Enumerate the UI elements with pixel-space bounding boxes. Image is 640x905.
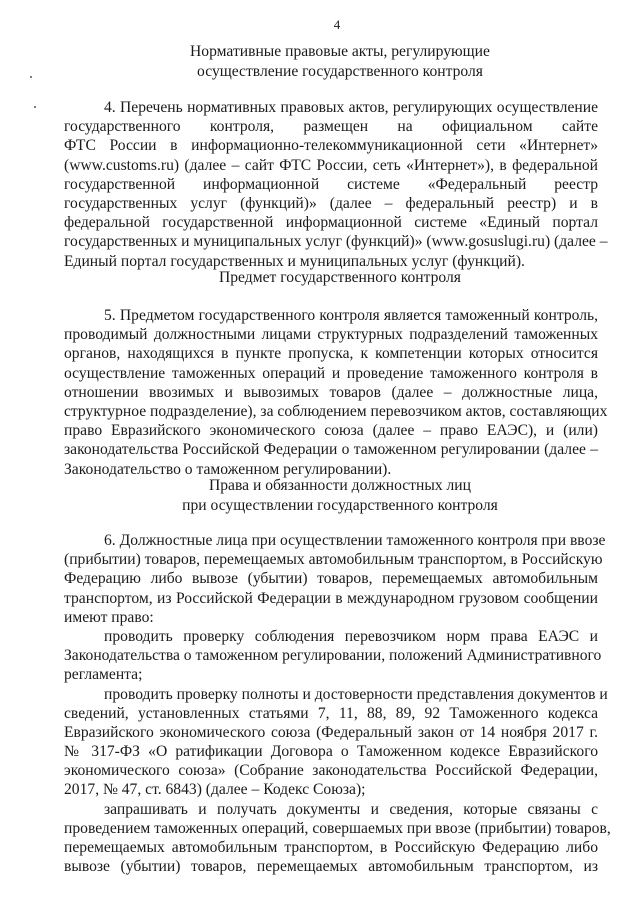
text-line: 2017, № 47, ст. 6843) (далее – Кодекс Союза); (64, 781, 366, 799)
text-line: государственного контроля, размещен на официальном сайте (64, 118, 598, 136)
text-line: Федерацию либо вывозе (убытии) товаров, перемещаемых автомобильным (64, 570, 598, 588)
text-line: 4. Перечень нормативных правовых актов, регулирующих осуществление (104, 99, 598, 116)
text-line: вывозе (убытии) товаров, перемещаемых автомобильным транспортом, из (64, 858, 598, 876)
heading-line: осуществление государственного контроля (197, 62, 483, 80)
heading-line: Предмет государственного контроля (219, 269, 461, 286)
text-line: проведением таможенных операций, совершаемых при ввозе (прибытии) товаров, (64, 819, 611, 837)
text-line: Евразийского экономического союза (Федеральный закон от 14 ноября 2017 г. (64, 723, 598, 741)
text-line: проводить проверку соблюдения перевозчиком норм права ЕАЭС и (104, 627, 598, 645)
text-line: право Евразийского экономического союза (далее – право ЕАЭС), и (или) (64, 422, 598, 440)
text-line: Законодательства о таможенном регулировании, положений Административного (64, 647, 602, 665)
text-line: экономического союза» (Собрание законодательства Российской Федерации, (64, 762, 598, 780)
text-line: федеральной государственной информационной системе «Единый портал (64, 214, 598, 232)
text-line: (www.customs.ru) (далее – сайт ФТС России, сеть «Интернет»), в федеральной (64, 156, 598, 174)
text-line: перемещаемых автомобильным транспортом, в Российскую Федерацию либо (64, 839, 598, 856)
heading-line: Права и обязанности должностных лиц (209, 477, 471, 494)
text-line: запрашивать и получать документы и сведения, которые связаны с (104, 800, 598, 818)
text-line: государственной информационной системе «Федеральный реестр (64, 175, 598, 193)
text-line: 5. Предметом государственного контроля является таможенный контроль, (104, 307, 598, 324)
text-line: Законодательство о таможенном регулировании). (64, 460, 392, 478)
section-heading-rights-duties (40, 476, 640, 515)
text-line: Единый портал государственных и муниципальных услуг (функций). (64, 252, 525, 270)
section-heading-legal-acts (40, 42, 640, 81)
text-line: государственных услуг (функций)» (далее – федеральный реестр) и в (64, 194, 598, 212)
scan-speck (30, 76, 32, 78)
text-line: 6. Должностные лица при осуществлении таможенного контроля при ввозе (104, 532, 606, 549)
paragraph-4 (64, 98, 608, 271)
text-line: государственных и муниципальных услуг (функций)» (www.gosuslugi.ru) (далее – (64, 233, 608, 251)
text-line: (прибытии) товаров, перемещаемых автомобильным транспортом, в Российскую (64, 551, 603, 569)
page-number: 4 (333, 17, 341, 32)
section-heading-subject (40, 268, 640, 288)
text-line: проводимый должностными лицами структурных подразделений таможенных (64, 326, 598, 344)
text-line: регламента; (64, 666, 143, 684)
text-line: осуществление таможенных операций и проведение таможенного контроля в (64, 364, 598, 382)
text-line: структурное подразделение), за соблюдением перевозчиком актов, составляющих (64, 402, 608, 420)
text-line: органов, находящихся в пункте пропуска, к компетенции которых относится (64, 345, 598, 363)
text-line: отношении ввозимых и вывозимых товаров (далее – должностные лица, (64, 383, 598, 401)
text-line: имеют право: (64, 608, 154, 626)
text-line: ФТС России в информационно-телекоммуникационной сети «Интернет» (64, 137, 598, 155)
text-line: транспортом, из Российской Федерации в международном грузовом сообщении (64, 589, 598, 607)
text-line: № 317-ФЗ «О ратификации Договора о Таможенном кодексе Евразийского (64, 743, 598, 761)
heading-line: при осуществлении государственного контроля (182, 496, 498, 514)
heading-line: Нормативные правовые акты, регулирующие (190, 43, 490, 60)
paragraph-6 (64, 531, 611, 876)
text-line: сведений, установленных статьями 7, 11, 88, 89, 92 Таможенного кодекса (64, 704, 598, 722)
text-line: проводить проверку полноты и достоверности представления документов и (104, 685, 608, 703)
paragraph-5 (64, 306, 608, 479)
scan-speck (34, 106, 36, 108)
text-line: законодательства Российской Федерации о таможенном регулировании (далее – (64, 441, 598, 459)
